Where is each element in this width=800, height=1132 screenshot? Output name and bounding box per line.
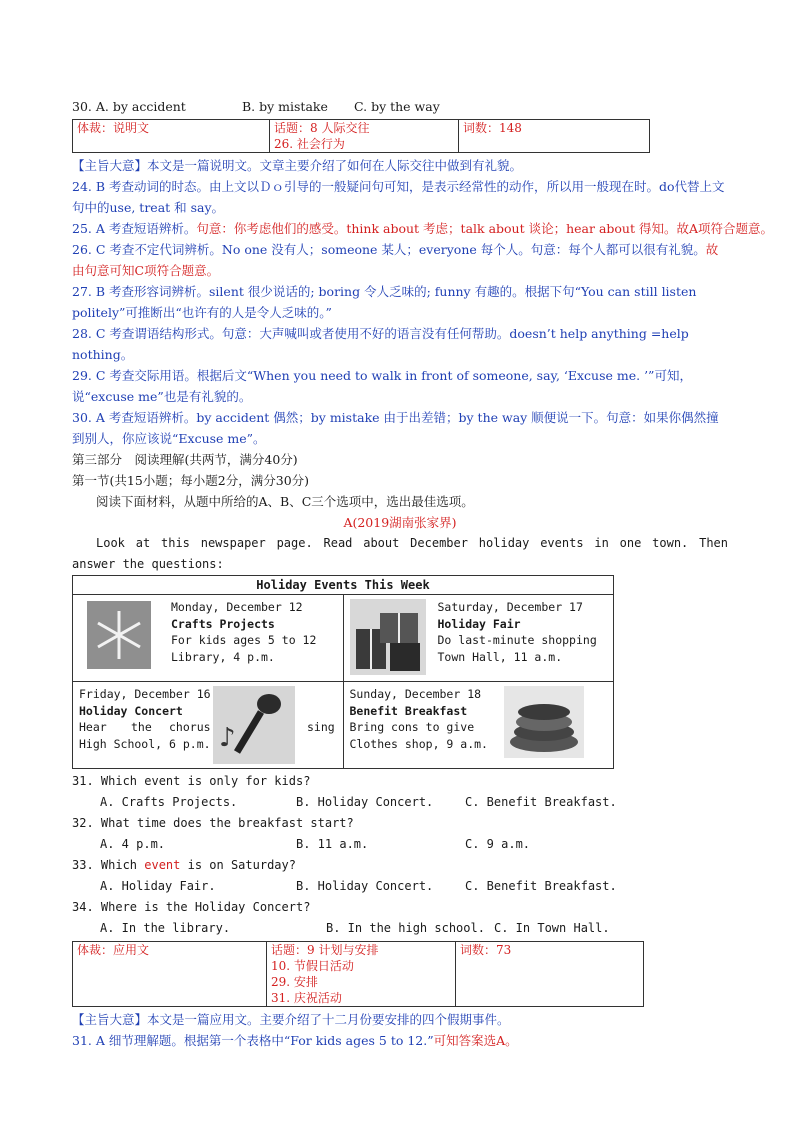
event-crafts bbox=[73, 595, 344, 681]
topic-cell bbox=[267, 942, 456, 1007]
answer-31-note: 可知答案选A。 bbox=[433, 1033, 518, 1048]
part-heading: 第三部分 阅读理解(共两节，满分40分) bbox=[72, 452, 298, 467]
main-idea-1: 【主旨大意】本文是一篇说明文。文章主要介绍了如何在人际交往中做到有礼貌。 bbox=[72, 158, 523, 173]
event-fair bbox=[344, 595, 614, 681]
q33-stem-part: 33. Which bbox=[72, 858, 145, 872]
events-table bbox=[72, 575, 614, 769]
event-breakfast bbox=[344, 682, 614, 768]
event-name: Crafts Projects bbox=[171, 616, 275, 631]
event-date: Saturday, December 17 bbox=[437, 600, 583, 614]
q30-option-a: 30. A. by accident bbox=[72, 99, 186, 114]
answer-25-note: 句意：你考虑他们的感受。think about 考虑；talk about 谈论；hear about 得知。故A项符合题意。 bbox=[196, 221, 774, 236]
passage-title: A(2019湖南张家界) bbox=[343, 515, 457, 530]
meta-table-2 bbox=[72, 941, 644, 1007]
event-name: Holiday Fair bbox=[437, 616, 521, 631]
q31-option-b: B. Holiday Concert. bbox=[296, 795, 434, 809]
q32-option-b: B. 11 a.m. bbox=[296, 837, 369, 851]
event-detail-word: the bbox=[131, 720, 152, 734]
q31-options bbox=[72, 792, 728, 813]
section-heading: 第一节(共15小题；每小题2分，满分30分) bbox=[72, 473, 310, 488]
topic-line: 31. 庆祝活动 bbox=[271, 991, 342, 1005]
topic-line: 话题：8 人际交往 bbox=[274, 121, 370, 135]
q33-stem-highlight: event bbox=[144, 858, 181, 872]
topic-line: 26. 社会行为 bbox=[274, 137, 345, 151]
q33-option-b: B. Holiday Concert. bbox=[296, 879, 434, 893]
topic-line: 话题：9 计划与安排 bbox=[271, 943, 379, 957]
answer-29: 29. C 考查交际用语。根据后文“When you need to walk in front of someone, say, ‘Excuse me. ’”可知，说“excuse me”也是有礼貌的。 bbox=[72, 368, 692, 404]
topic-cell bbox=[270, 120, 459, 153]
q32-options bbox=[72, 834, 728, 855]
document-page bbox=[72, 96, 774, 1051]
q34-option-a: A. In the library. bbox=[100, 921, 231, 935]
q33-stem-part: is on Saturday? bbox=[180, 858, 296, 872]
answer-24: 24. B 考查动词的时态。由上文以Ｄｏ引导的一般疑问句可知，是表示经常性的动作，所以用一般现在时。do代替上文句中的use, treat 和 say。 bbox=[72, 179, 725, 215]
meta-table-1 bbox=[72, 119, 650, 153]
event-date: Friday, December 16 bbox=[79, 687, 211, 701]
answer-25-label: 25. A 考查短语辨析。 bbox=[72, 221, 197, 236]
q30-option-c: C. by the way bbox=[354, 99, 440, 114]
q32-option-a: A. 4 p.m. bbox=[100, 837, 166, 851]
gift-boxes-icon bbox=[350, 599, 426, 675]
event-detail-word: Hear bbox=[79, 720, 107, 734]
q30-options bbox=[72, 96, 728, 117]
answer-26-label: 26. C 考查不定代词辨析。No one 没有人；someone 某人；everyone 每个人。句意：每个人都可以很有礼貌。 bbox=[72, 242, 706, 257]
event-place-time: Town Hall, 11 a.m. bbox=[437, 649, 563, 664]
microphone-icon bbox=[213, 686, 295, 764]
genre-cell: 体裁：说明文 bbox=[73, 120, 270, 153]
passage-intro: Look at this newspaper page. Read about December holiday events in one town. Then answer the questions: bbox=[72, 536, 728, 571]
event-date: Monday, December 12 bbox=[171, 600, 303, 614]
q33-options bbox=[72, 876, 728, 897]
q33-option-a: A. Holiday Fair. bbox=[100, 879, 216, 893]
q30-option-b: B. by mistake bbox=[242, 99, 328, 114]
event-detail-word: sing bbox=[307, 720, 335, 734]
q34-option-b: B. In the high school. bbox=[326, 921, 485, 935]
word-count-cell: 词数：73 bbox=[456, 942, 644, 1007]
word-count-cell: 词数：148 bbox=[459, 120, 650, 153]
answer-28: 28. C 考查谓语结构形式。句意：大声喊叫或者使用不好的语言没有任何帮助。doesn’t help anything =help nothing。 bbox=[72, 326, 689, 362]
event-detail: Bring cons to give bbox=[349, 720, 475, 734]
q34-options bbox=[72, 918, 728, 939]
snowflake-icon bbox=[87, 601, 151, 669]
instructions: 阅读下面材料，从题中所给的A、B、C三个选项中，选出最佳选项。 bbox=[96, 494, 474, 509]
event-name: Holiday Concert bbox=[79, 703, 183, 718]
event-place-time: Clothes shop, 9 a.m. bbox=[349, 736, 488, 751]
answer-27: 27. B 考查形容词辨析。silent 很少说话的; boring 令人乏味的; funny 有趣的。根据下句“You can still listen politely”可推断出“也许有的人是令人乏味的。” bbox=[72, 284, 697, 320]
q34-option-c: C. In Town Hall. bbox=[494, 921, 610, 935]
event-name: Benefit Breakfast bbox=[349, 703, 468, 718]
topic-line: 10. 节假日活动 bbox=[271, 959, 354, 973]
q31-option-a: A. Crafts Projects. bbox=[100, 795, 238, 809]
main-idea-2: 【主旨大意】本文是一篇应用文。主要介绍了十二月份要安排的四个假期事件。 bbox=[72, 1012, 510, 1027]
genre-cell: 体裁：应用文 bbox=[73, 942, 267, 1007]
event-detail: For kids ages 5 to 12 bbox=[171, 633, 317, 647]
event-detail-word: chorus bbox=[169, 720, 211, 734]
pancakes-icon bbox=[504, 686, 584, 758]
answer-26-note: 故由句意可知C项符合题意。 bbox=[72, 242, 719, 278]
event-detail: Do last-minute shopping bbox=[437, 633, 597, 647]
q31-stem: 31. Which event is only for kids? bbox=[72, 774, 311, 788]
answer-31-label: 31. A 细节理解题。根据第一个表格中“For kids ages 5 to 12.” bbox=[72, 1033, 434, 1048]
q34-stem: 34. Where is the Holiday Concert? bbox=[72, 900, 311, 914]
q33-stem bbox=[72, 855, 728, 876]
answer-30: 30. A 考查短语辨析。by accident 偶然；by mistake 由于出差错；by the way 顺便说一下。句意：如果你偶然撞到别人，你应该说“Excuse me”。 bbox=[72, 410, 719, 446]
events-title: Holiday Events This Week bbox=[73, 576, 613, 595]
event-place-time: High School, 6 p.m. bbox=[79, 736, 211, 751]
event-concert bbox=[73, 682, 344, 768]
event-place-time: Library, 4 p.m. bbox=[171, 649, 275, 664]
svg-text:♪: ♪ bbox=[219, 723, 236, 753]
q33-option-c: C. Benefit Breakfast. bbox=[465, 879, 617, 893]
q32-option-c: C. 9 a.m. bbox=[465, 837, 531, 851]
topic-line: 29. 安排 bbox=[271, 975, 318, 989]
q32-stem: 32. What time does the breakfast start? bbox=[72, 816, 354, 830]
event-date: Sunday, December 18 bbox=[349, 687, 482, 701]
q31-option-c: C. Benefit Breakfast. bbox=[465, 795, 617, 809]
